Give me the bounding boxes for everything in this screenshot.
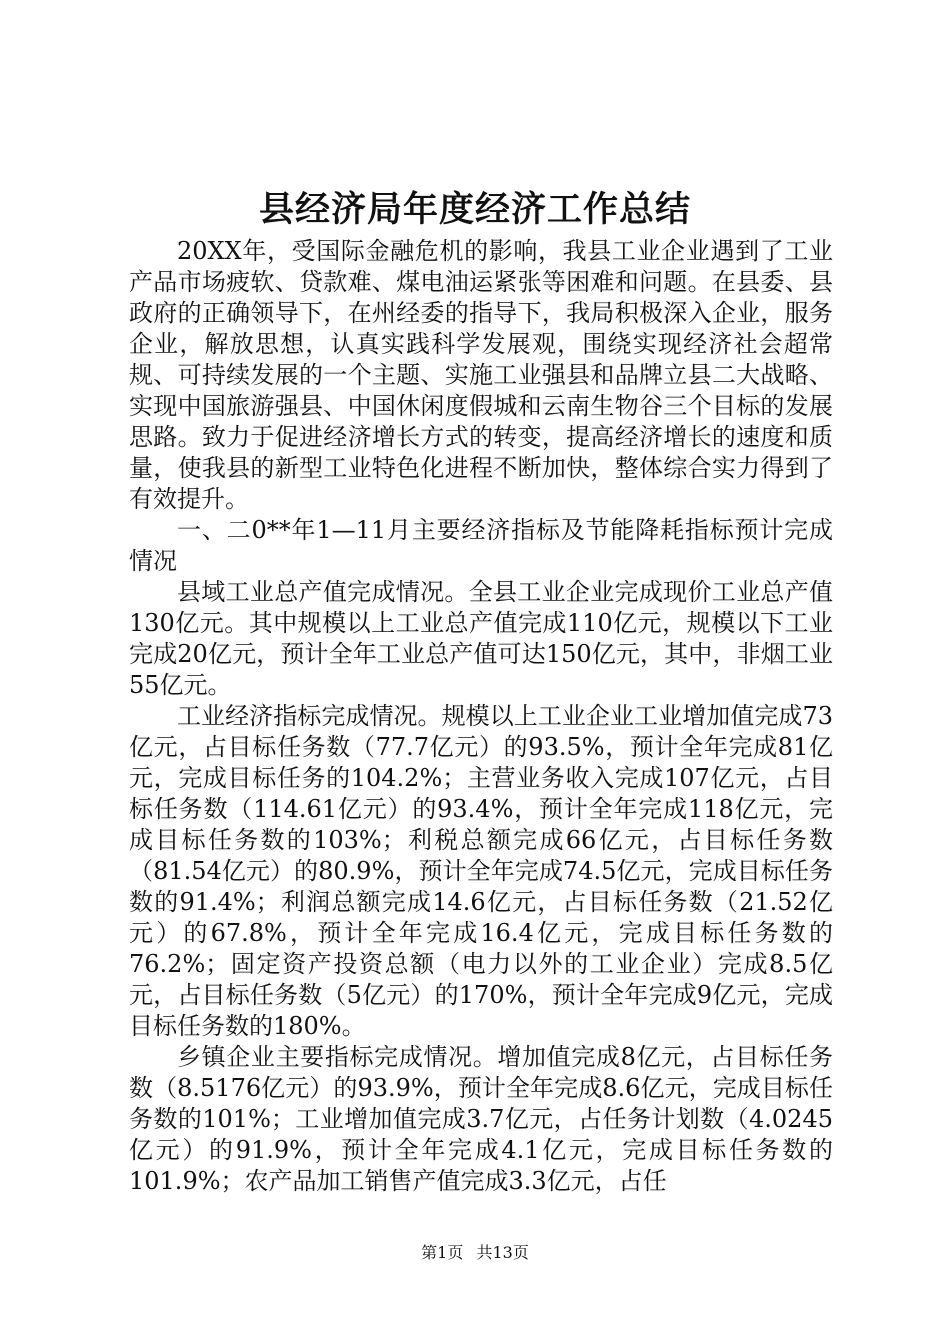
page-number: 第1页 [421,1243,464,1262]
section-heading: 一、二0**年1—11月主要经济指标及节能降耗指标预计完成情况 [129,516,833,575]
paragraph-intro: 20XX年，受国际金融危机的影响，我县工业企业遇到了工业产品市场疲软、贷款难、煤电油运紧张等困难和问题。在县委、县政府的正确领导下，在州经委的指导下，我局积极深入企业，服务企业，解放思想，认真实践科学发展观，围绕实现经济社会超常规、可持续发展的一个主题、实施工业强县和品牌立县二大战略、实现中国旅游强县、中国休闲度假城和云南生物谷三个目标的发展思路。致力于促进经济增长方式的转变，提高经济增长的速度和质量，使我县的新型工业特色化进程不断加快，整体综合实力得到了有效提升。 [129,237,833,513]
paragraph-output-value: 县域工业总产值完成情况。全县工业企业完成现价工业总产值130亿元。其中规模以上工业总产值完成110亿元，规模以下工业完成20亿元，预计全年工业总产值可达150亿元，其中，非烟工业55亿元。 [129,578,833,699]
document-title: 县经济局年度经济工作总结 [258,189,691,230]
paragraph-industrial-indicators: 工业经济指标完成情况。规模以上工业企业工业增加值完成73亿元，占目标任务数（77.7亿元）的93.5%，预计全年完成81亿元，完成目标任务的104.2%；主营业务收入完成107亿元，占目标任务数（114.61亿元）的93.4%，预计全年完成118亿元，完成目标任务数的103%；利税总额完成66亿元，占目标任务数（81.54亿元）的80.9%，预计全年完成74.5亿元，完成目标任务数的91.4%；利润总额完成14.6亿元，占目标任务数（21.52亿元）的67.8%，预计全年完成16.4亿元，完成目标任务数的76.2%；固定资产投资总额（电力以外的工业企业）完成8.5亿元，占目标任务数（5亿元）的170%，预计全年完成9亿元，完成目标任务数的180%。 [129,702,833,1040]
page-total: 共13页 [476,1243,529,1262]
page-footer [0,1241,950,1265]
paragraph-township-enterprises: 乡镇企业主要指标完成情况。增加值完成8亿元，占目标任务数（8.5176亿元）的93.9%，预计全年完成8.6亿元，完成目标任务数的101%；工业增加值完成3.7亿元，占任务计划数（4.0245亿元）的91.9%，预计全年完成4.1亿元，完成目标任务数的101.9%；农产品加工销售产值完成3.3亿元，占任 [129,1043,833,1195]
document-body [129,236,833,1197]
